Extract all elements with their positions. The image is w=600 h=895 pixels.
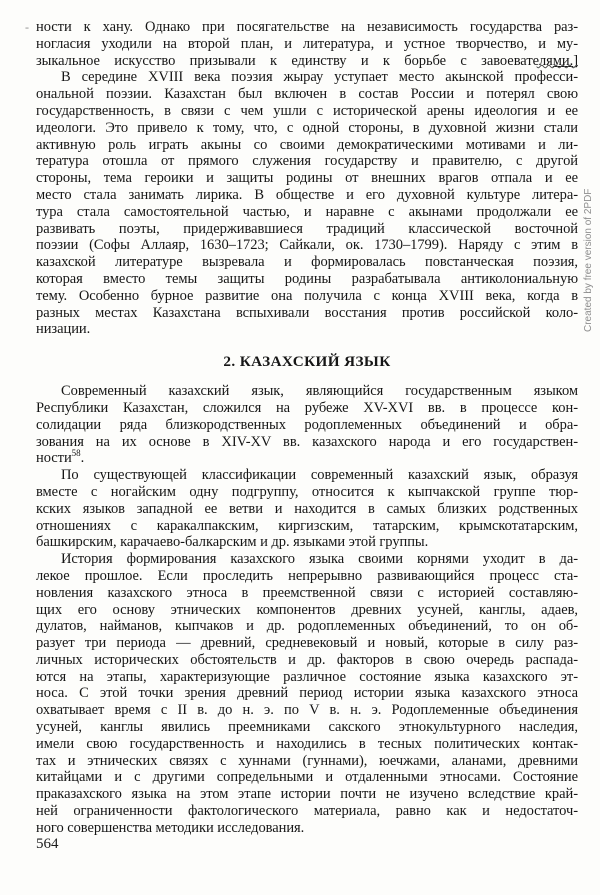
text-segment: место стала занимать лирика. В обществе и его духовной культуре литера- [36,186,578,203]
text-segment: дулатов, найманов, кыпчаков и др. родоплеменных объединений, то он об- [36,618,578,635]
text-line [36,400,578,417]
text-line [36,618,578,635]
footnote-reference: 58 [71,448,81,459]
text-segment: Республики Казахстан, сложился на рубеже XV-XVI вв. в процессе кон- [36,399,578,416]
text-line [36,271,578,288]
text-segment: ного совершенства методики исследования. [36,819,305,836]
text-line [36,187,578,204]
text-line [36,450,578,467]
page-number: 564 [36,836,59,852]
text-segment: ногласия уходили на второй план, и литература, и устное творчество, и му- [36,35,578,52]
watermark-2pdf: Created by free version of 2PDF [583,188,594,332]
text-line [36,69,578,86]
text-line [36,137,578,154]
text-line [36,321,578,338]
text-segment: вместе с ногайским одну подгруппу, относится к кыпчакской группе тюр- [36,483,578,500]
text-line [36,803,578,820]
section-heading: 2. КАЗАХСКИЙ ЯЗЫК [223,353,391,371]
text-segment: усуней, канглы явились преемниками сакского этнокультурного наследия, [36,719,578,736]
paragraph [36,467,578,551]
text-line [36,237,578,254]
text-segment: башкирским, карачаево-балкарским и др. языками этой группы. [36,534,429,551]
text-segment: китайцами и с другими сопредельными и отдаленными этносами. Состояние [36,769,578,786]
text-block-top [36,19,578,338]
text-line [36,434,578,451]
text-line [36,635,578,652]
text-line [36,86,578,103]
text-segment: разует три периода — древний, средневековый и новый, которые в силу раз- [36,635,578,652]
text-line [36,719,578,736]
text-segment: ней ограниченности фактологического материала, равно как и недостаточ- [36,803,578,820]
text-segment: поэзии (Софы Аллаяр, 1630–1723; Сайкали, ок. 1730–1799). Наряду с этим в [36,237,578,254]
text-segment: идеологи. Это привело к тому, что, с одной стороны, в духовной жизни стали [36,119,578,136]
text-line [36,769,578,786]
text-line [36,484,578,501]
text-line [36,120,578,137]
text-segment: История формирования казахского языка своими корнями уходит в да- [61,551,578,568]
text-segment: развивать поэты, придерживавшиеся традиций классической восточной [36,220,578,237]
text-line [36,602,578,619]
margin-pencil-mark: - [25,20,29,34]
text-segment: зыкальное искусство призывали к единству и к борьбе с завоевателя [36,52,553,69]
text-line [36,551,578,568]
annotated-text-segment: ми. [552,52,574,69]
text-segment: личных исторических обстоятельств и др. факторов в свою очередь распада- [36,651,578,668]
text-segment: которая вместо темы защиты родины разрабатывала антиколониальную [36,270,578,287]
text-segment: тература отошла от прямого служения государству и правителю, с другой [36,153,578,170]
text-line [36,467,578,484]
text-line [36,204,578,221]
text-segment: носа. С этой точки зрения древний период истории языка казахского этноса [36,685,578,702]
text-line [36,786,578,803]
text-segment: В середине XVIII века поэзия жырау уступает место акынской про [61,69,537,86]
text-segment: зования на их основе в XIV-XV вв. казахского народа и его государствен- [36,433,578,450]
text-line [36,36,578,53]
text-segment: кских языков западной ее ветви и находится в самых близких родственных [36,500,578,517]
text-line [36,153,578,170]
text-line [36,417,578,434]
text-line [36,53,578,70]
text-line [36,534,578,551]
text-segment: лекое прошлое. Если проследить непрерывно развивающийся процесс ста- [36,567,578,584]
text-line [36,702,578,719]
paragraph [36,383,578,467]
text-segment: щих его основу этнических компонентов древних усуней, канглы, адаев, [36,601,578,618]
text-line [36,685,578,702]
text-line [36,753,578,770]
text-line [36,568,578,585]
text-segment: . [80,450,85,467]
text-line [36,820,578,837]
text-line [36,103,578,120]
page-content [36,19,578,837]
text-line [36,383,578,400]
text-segment: тура стала самостоятельной частью, и наравне с акынами продолжали ее [36,203,578,220]
text-line [36,518,578,535]
text-line [36,254,578,271]
text-segment: активную роль играть акыны со своими демократическими мотивами и ли- [36,136,578,153]
text-segment: разных местах Казахстана вспыхивали восстания против российской коло- [36,304,578,321]
text-segment: стороны, тема героики и защиты родины от внешних врагов отпала и ее [36,170,578,187]
text-line [36,736,578,753]
text-segment: государственность, в связи с чем ушли с исторической арены идеология и ее [36,102,578,119]
text-segment: ональной поэзии. Казахстан был включен в состав России и потерял свою [36,86,578,103]
text-segment: низации. [36,321,91,338]
text-line [36,170,578,187]
text-line [36,652,578,669]
text-segment: новления казахского этноса в преемственной связи с историей составляю- [36,584,578,601]
text-segment: Современный казахский язык, являющийся государственным языком [61,383,578,400]
text-block-bottom [36,383,578,837]
text-line [36,305,578,322]
text-segment: солидации ряда близкородственных родоплеменных объединений и обра- [36,416,578,433]
text-segment: По существующей классификации современный казахский язык, образуя [61,467,578,484]
annotated-text-segment: фесси- [536,69,578,86]
text-line [36,288,578,305]
text-line [36,501,578,518]
text-segment: праказахского языка на этом этапе истории почти не изучено вследствие край- [36,786,578,803]
text-segment: тах и этнических связях с хуннами (гуннами), юечжами, аланами, древними [36,752,578,769]
paragraph [36,551,578,837]
paragraph [36,19,578,69]
text-segment: ] [573,52,578,69]
text-segment: имели свою государственность и находились в тесных политических контак- [36,735,578,752]
text-line [36,19,578,36]
text-segment: тему. Особенно бурное развитие она получила с конца XVIII века, когда в [36,287,578,304]
text-segment: ности [36,450,72,467]
text-segment: ности к хану. Однако при посягательстве на независимость государства раз- [36,19,578,35]
text-segment: отношениях с каракалпакским, киргизским, татарским, крымскотатарским, [36,517,578,534]
text-line [36,221,578,238]
text-segment: ются на этапы, характеризующие различное состояние языка казахского эт- [36,668,578,685]
text-segment: охватывает время с II в. до н. э. по V в. н. э. Родоплеменные объединения [36,702,578,719]
text-segment: казахской литературе вызревала и формировалась повстанческая поэзия, [36,254,578,271]
text-line [36,669,578,686]
text-line [36,585,578,602]
paragraph [36,69,578,338]
